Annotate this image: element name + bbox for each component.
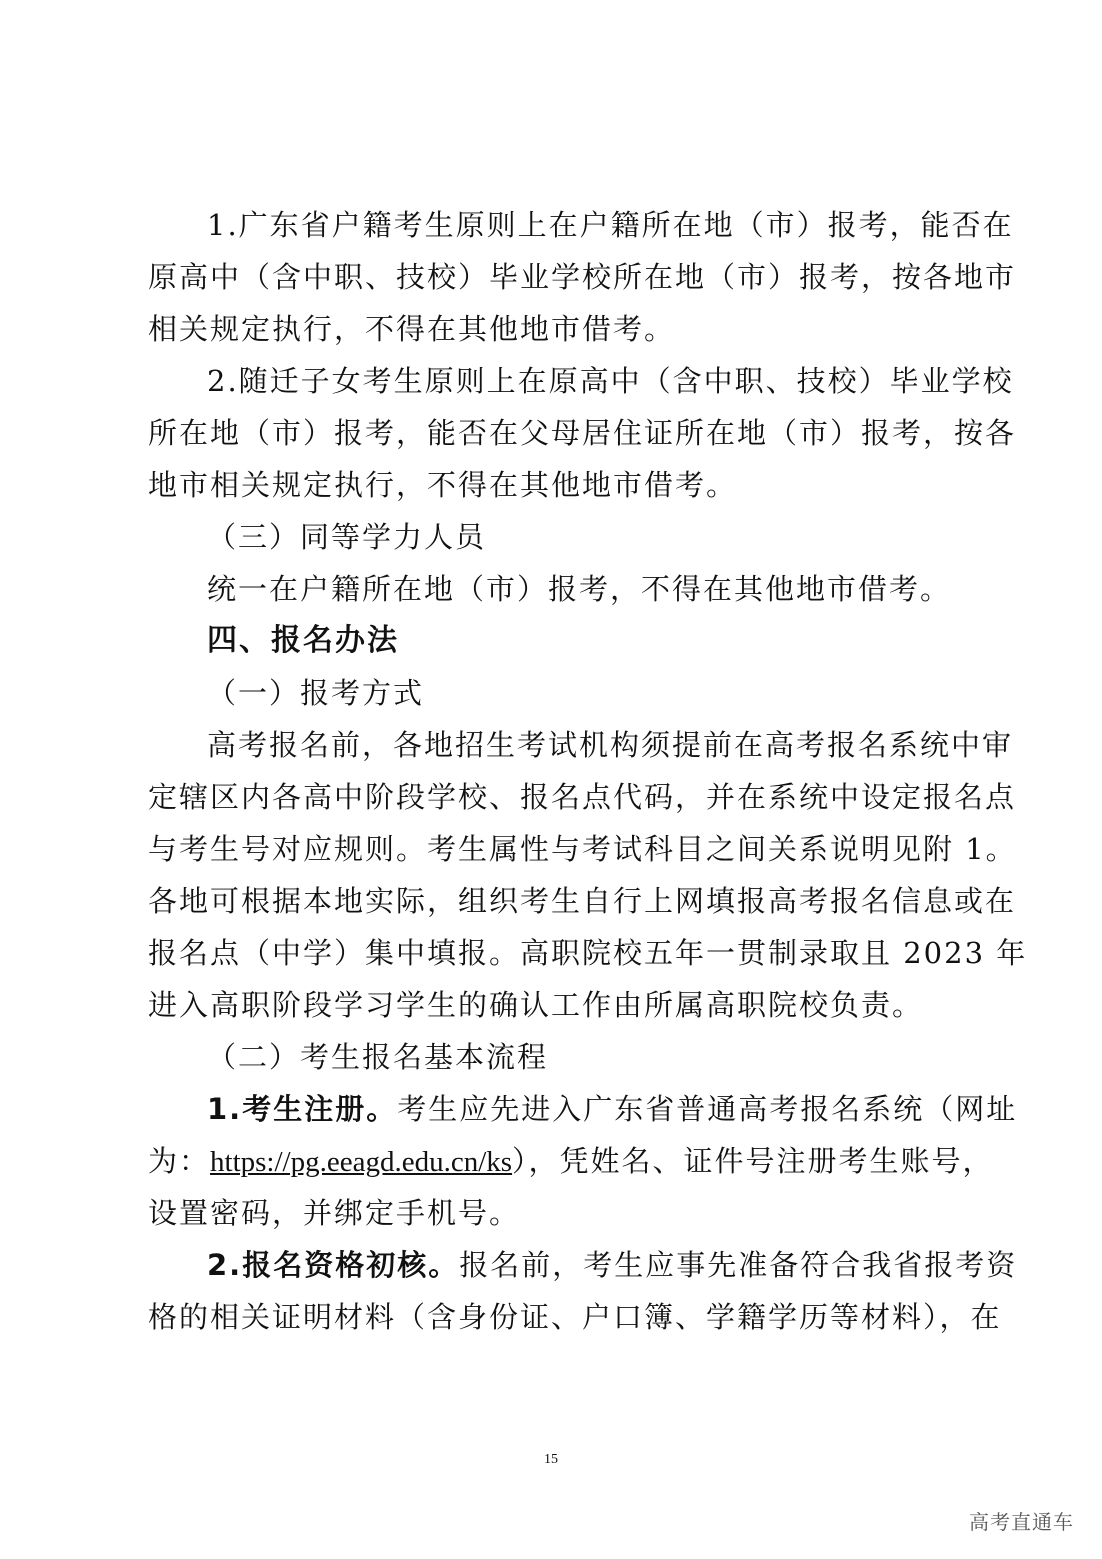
paragraph-line: 2.随迁子女考生原则上在原高中（含中职、技校）毕业学校 <box>207 364 1014 398</box>
section-heading: 四、报名办法 <box>207 623 399 658</box>
paragraph-line: 高考报名前，各地招生考试机构须提前在高考报名系统中审 <box>207 728 1014 762</box>
step1-text: ），凭姓名、证件号注册考生账号， <box>512 1144 994 1178</box>
step2-title: 2.报名资格初核。 <box>207 1248 460 1282</box>
paragraph-line: 所在地（市）报考，能否在父母居住证所在地（市）报考，按各 <box>148 416 1017 450</box>
paragraph-line: 格的相关证明材料（含身份证、户口簿、学籍学历等材料），在 <box>148 1300 1002 1334</box>
page-number: 15 <box>544 1452 558 1467</box>
subheading: （三）同等学力人员 <box>207 520 487 554</box>
url-prefix: 为： <box>148 1144 211 1178</box>
paragraph-line: 定辖区内各高中阶段学校、报名点代码，并在系统中设定报名点 <box>148 780 1017 814</box>
paragraph-line: 各地可根据本地实际，组织考生自行上网填报高考报名信息或在 <box>148 884 1017 918</box>
paragraph-line: 与考生号对应规则。考生属性与考试科目之间关系说明见附 1。 <box>148 832 1017 866</box>
watermark: 高考直通车 <box>969 1510 1074 1534</box>
paragraph-line: 报名点（中学）集中填报。高职院校五年一贯制录取且 2023 年 <box>148 936 1028 970</box>
paragraph-line: 设置密码，并绑定手机号。 <box>148 1196 521 1230</box>
step1-line <box>148 1135 994 1187</box>
subheading: （二）考生报名基本流程 <box>207 1040 549 1074</box>
subheading: （一）报考方式 <box>207 676 425 710</box>
paragraph-line: 地市相关规定执行，不得在其他地市借考。 <box>148 468 738 502</box>
paragraph-line: 原高中（含中职、技校）毕业学校所在地（市）报考，按各地市 <box>148 260 1017 294</box>
paragraph-line: 统一在户籍所在地（市）报考，不得在其他地市借考。 <box>207 572 952 606</box>
step1-title: 1.考生注册。 <box>207 1092 398 1126</box>
paragraph-line: 相关规定执行，不得在其他地市借考。 <box>148 312 676 346</box>
registration-url-link[interactable]: https://pg.eeagd.edu.cn/ks <box>210 1146 513 1178</box>
step1-line <box>207 1083 1018 1135</box>
step2-line <box>207 1239 1018 1291</box>
step2-text: 报名前，考生应事先准备符合我省报考资 <box>459 1248 1018 1282</box>
paragraph-line: 进入高职阶段学习学生的确认工作由所属高职院校负责。 <box>148 988 924 1022</box>
paragraph-line: 1.广东省户籍考生原则上在户籍所在地（市）报考，能否在 <box>207 208 1014 242</box>
step1-text: 考生应先进入广东省普通高考报名系统（网址 <box>397 1092 1018 1126</box>
